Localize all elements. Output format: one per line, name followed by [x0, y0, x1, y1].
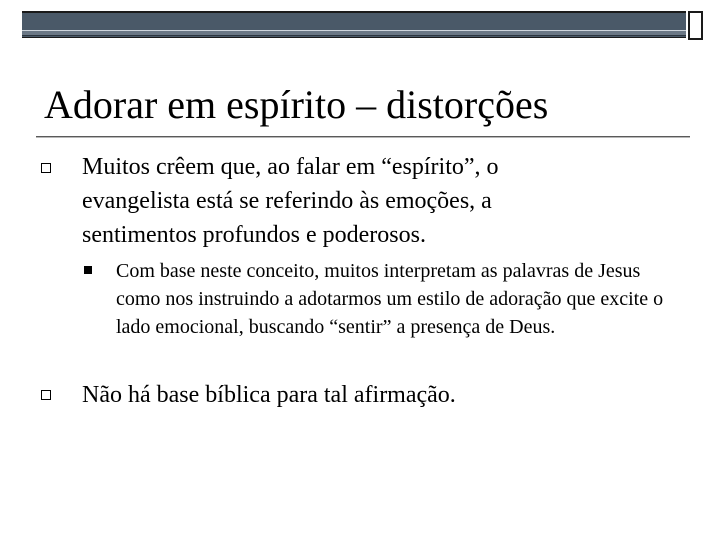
header-decor-bar-stripe — [22, 30, 686, 36]
slide-title: Adorar em espírito – distorções — [44, 82, 549, 127]
bullet-text-1: Muitos crêem que, ao falar em “espírito”, o evangelista está se referindo às emoções, a sentimentos profundos e poderosos. — [82, 154, 499, 248]
hollow-square-bullet-icon — [41, 163, 51, 173]
sub-bullet-text-1: Com base neste conceito, muitos interpretam as palavras de Jesus como nos instruindo a adotarmos um estilo de adoração que excite o lado emocional, buscando “sentir” a presença de Deus. — [116, 260, 664, 338]
header-decor-bar — [22, 11, 686, 38]
title-divider — [36, 136, 690, 138]
filled-square-bullet-icon — [84, 266, 92, 274]
header-decor-square — [688, 11, 703, 40]
hollow-square-bullet-icon — [41, 390, 51, 400]
bullet-text-2: Não há base bíblica para tal afirmação. — [82, 382, 456, 408]
